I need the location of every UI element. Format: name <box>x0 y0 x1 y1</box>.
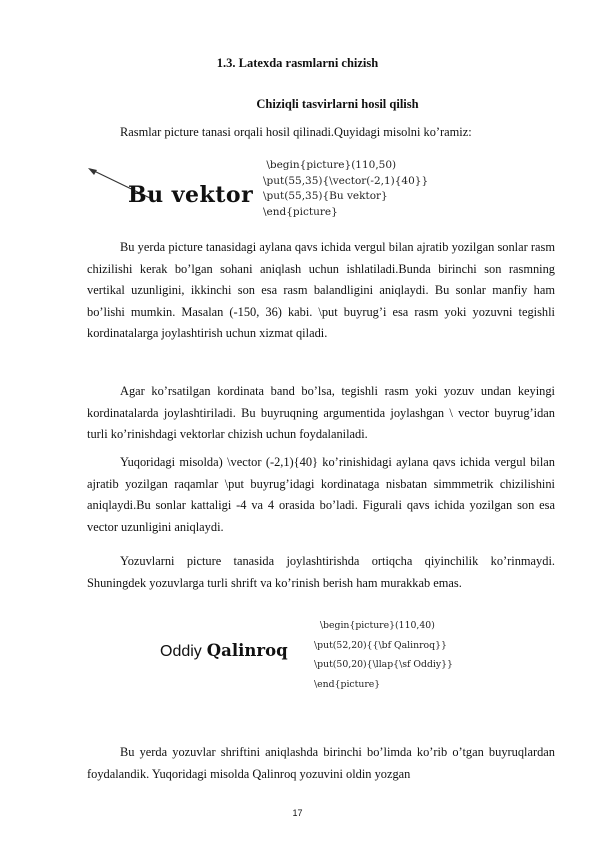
page-number: 17 <box>292 808 303 818</box>
paragraph-4: Yozuvlarni picture tanasida joylashtirishda ortiqcha qiyinchilik ko’rinmaydi. Shuningdek yozuvlarga turli shrift va ko’rinish berish ham murakkab emas. <box>87 554 555 590</box>
code-line: \end{picture} <box>314 678 381 690</box>
font-figure <box>160 641 288 661</box>
code-line: \end{picture} <box>263 205 338 218</box>
subsection-title: Chiziqli tasvirlarni hosil qilish <box>256 97 419 111</box>
final-paragraph: Bu yerda yozuvlar shriftini aniqlashda birinchi bo’limda ko’rib o’tgan buyruqlardan foydalandik. Yuqoridagi misolda Qalinroq yozuvini oldin yozgan <box>87 745 555 781</box>
paragraph-2: Agar ko’rsatilgan kordinata band bo’lsa, tegishli rasm yoki yozuv undan keyingi kordinatalarda joylashtiriladi. Bu buyruqning argumentida joylashgan \ vector buyrug’idan turli ko’rinishdagi vektorlar chizish uchun foydalaniladi. <box>87 384 555 442</box>
code-line: \begin{picture}(110,50) <box>263 159 397 171</box>
vector-label: Bu vektor <box>128 182 254 208</box>
paragraph-1: Bu yerda picture tanasidagi aylana qavs ichida vergul bilan ajratib yozilgan sonlar rasm chizilishi kerak bo’lgan sohani aniqlash uchun ishlatiladi.Bunda birinchi son rasmning vertikal uzunligini, ikkinchi son esa rasm balandligini aniqlaydi. Bu sonlar manfiy ham bo’lishi mumkin. Masalan (-150, 36) kabi. \put buyrug’i esa rasm yoki yozuvni tegishli kordinatalarga joylashtirish uchun xizmat qiladi. <box>87 240 555 341</box>
vector-figure <box>84 155 264 215</box>
vector-code <box>263 158 428 220</box>
code-line: \put(50,20){\llap{\sf Oddiy}} <box>314 659 453 670</box>
plain-label: Oddiy <box>160 643 202 660</box>
code-line: \put(55,35){Bu vektor} <box>263 190 388 202</box>
font-code <box>314 616 453 694</box>
bold-label: Qalinroq <box>206 641 288 660</box>
code-line: \begin{picture}(110,40) <box>314 620 435 631</box>
intro-paragraph: Rasmlar picture tanasi orqali hosil qilinadi.Quyidagi misolni ko’ramiz: <box>120 125 472 139</box>
paragraph-3: Yuqoridagi misolda) \vector (-2,1){40} ko’rinishidagi aylana qavs ichida vergul bilan ajratib yozilgan raqamlar \put buyrug’idagi kordinataga nisbatan simmmetrik chizilishini aniqlaydi.Bu sonlar kattaligi -4 va 4 orasida bo’ladi. Figurali qavs ichida yozilgan son esa vector uzunligini aniqlaydi. <box>87 455 555 534</box>
code-line: \put(55,35){\vector(-2,1){40}} <box>263 174 429 187</box>
code-line: \put(52,20){{\bf Qalinroq}} <box>314 639 447 651</box>
section-title: 1.3. Latexda rasmlarni chizish <box>216 56 379 70</box>
